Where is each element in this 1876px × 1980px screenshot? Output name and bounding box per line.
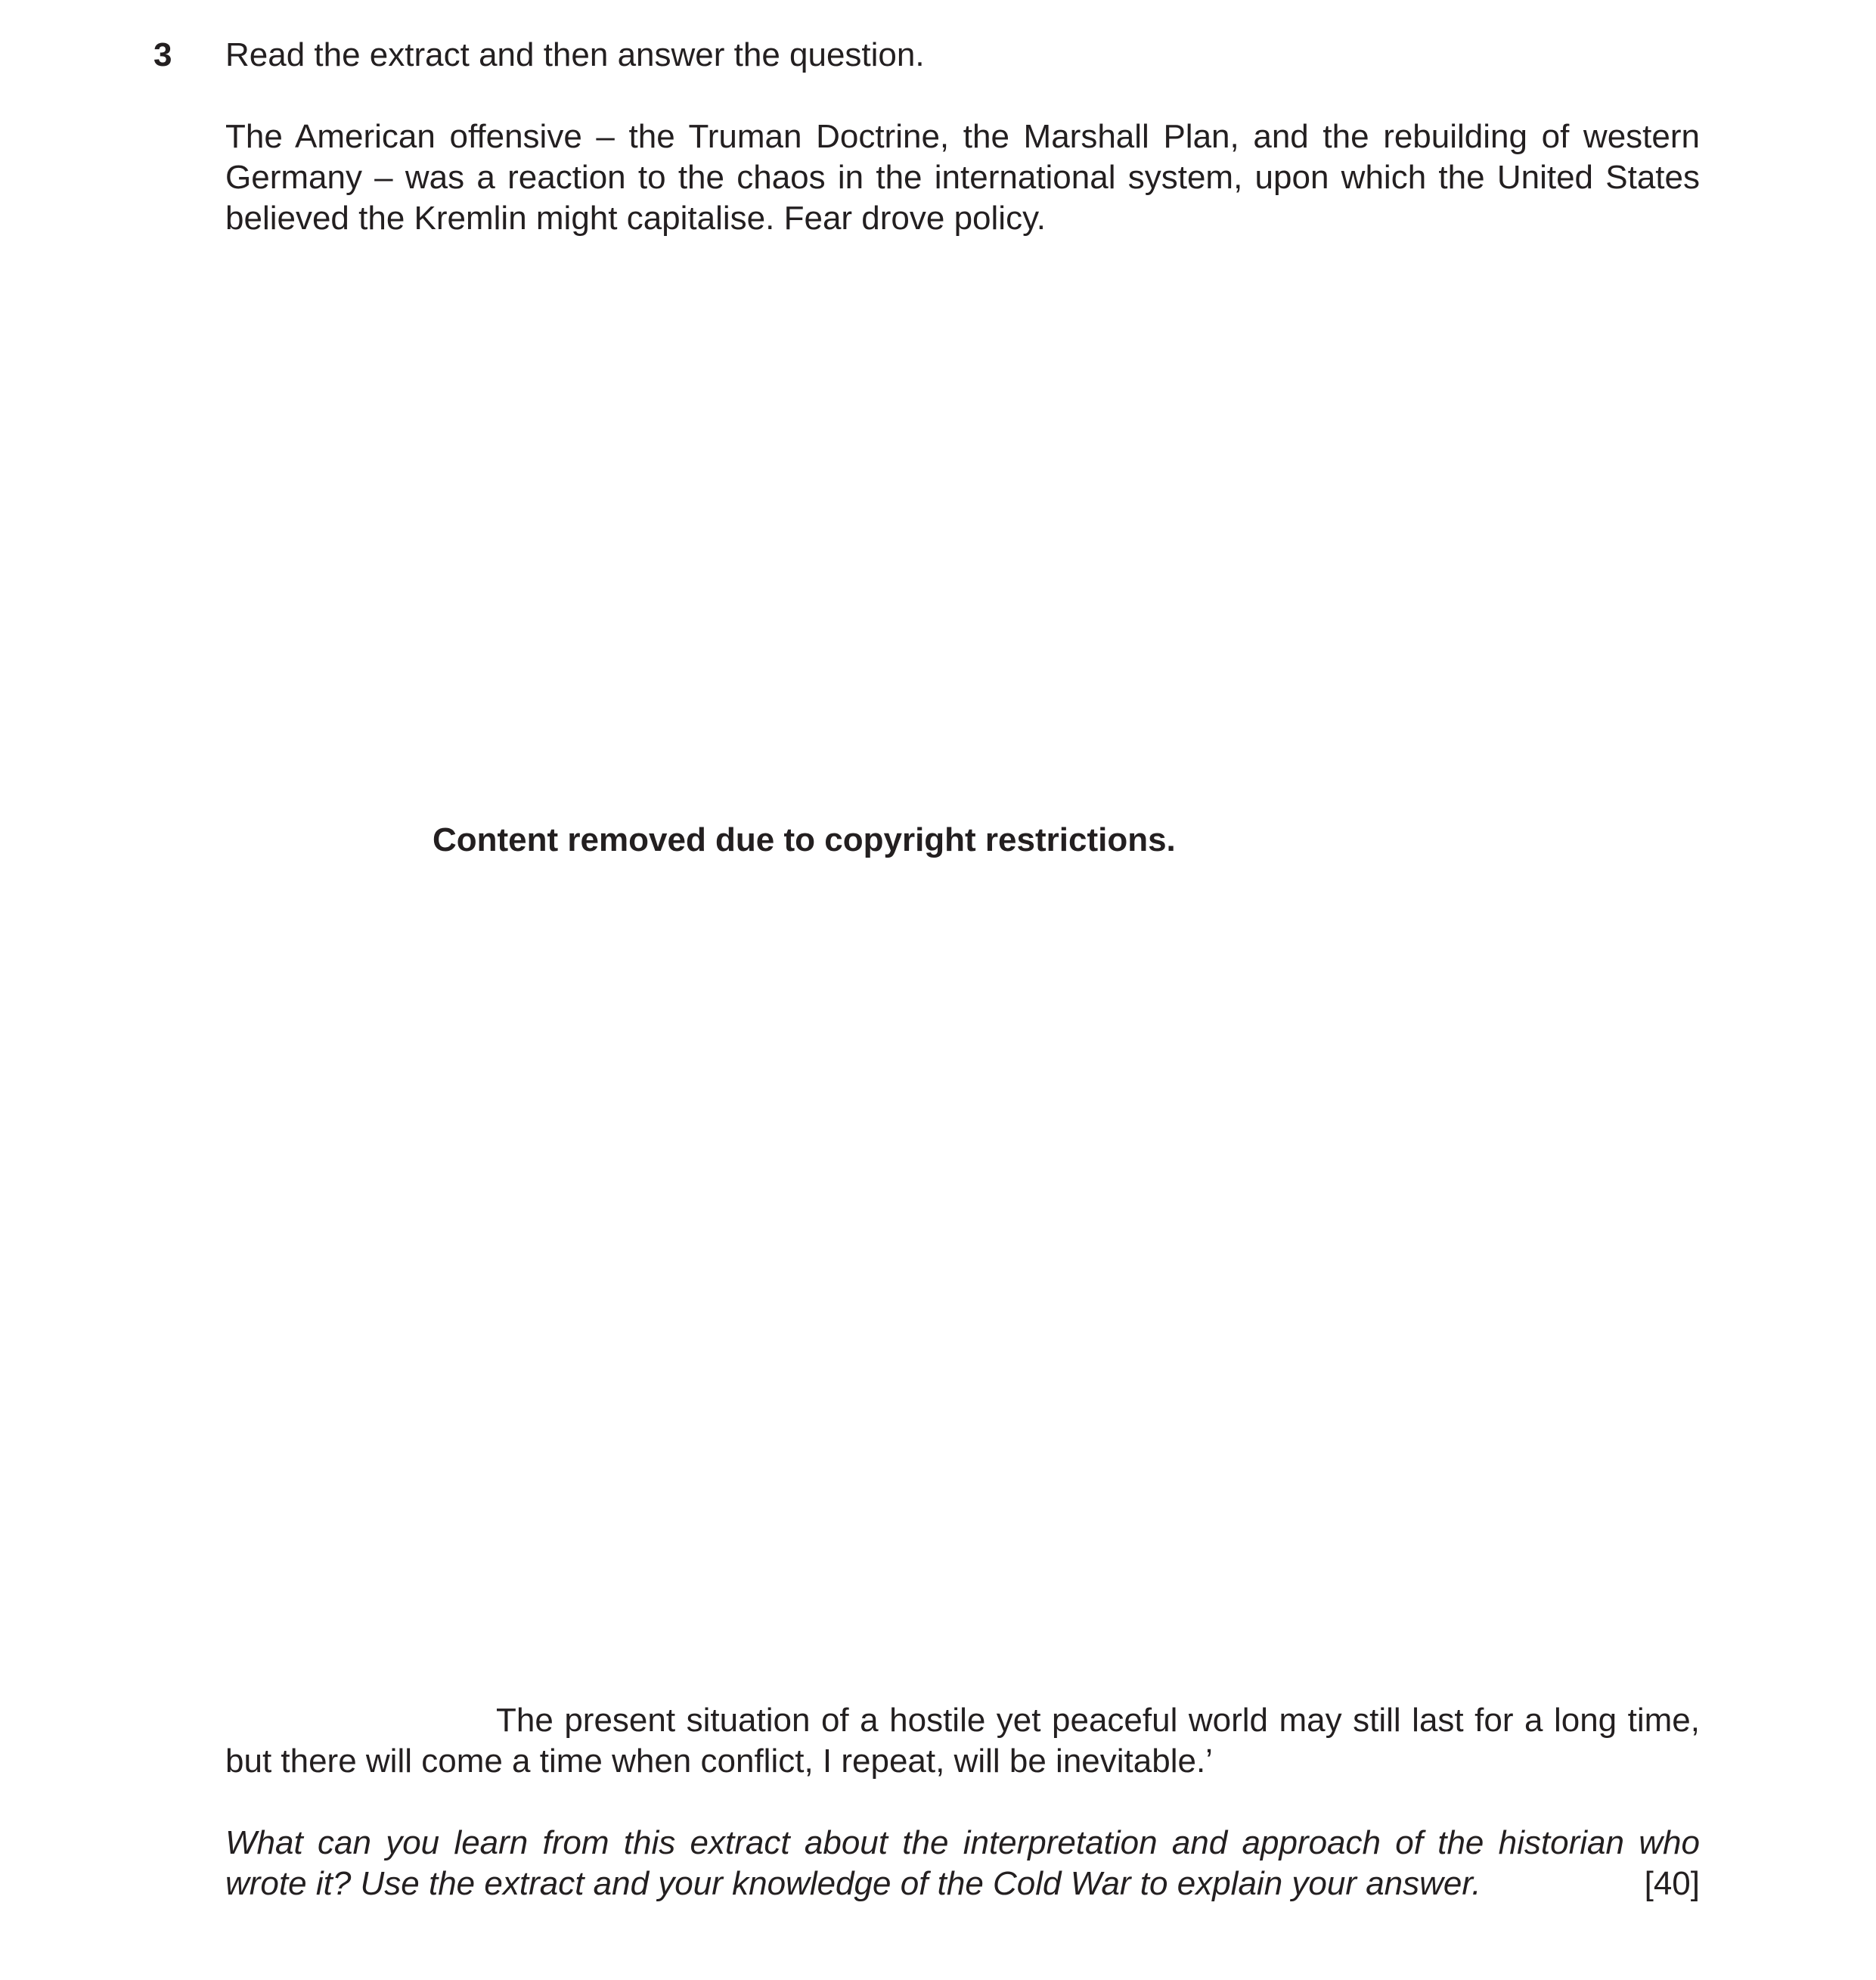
extract-closing-paragraph: The present situation of a hostile yet peaceful world may still last for a long time, but there will come a time when conflict, I repeat, will be inevitable.’ xyxy=(225,1702,1700,1780)
question-prompt-block xyxy=(225,1823,1700,1904)
question-prompt: What can you learn from this extract about the interpretation and approach of the historian who wrote it? Use the extract and your knowledge of the Cold War to explain your answer. xyxy=(225,1824,1700,1902)
marks-allocation: [40] xyxy=(1644,1865,1700,1902)
extract-opening-paragraph: The American offensive – the Truman Doctrine, the Marshall Plan, and the rebuilding of western Germany – was a reaction to the chaos in the international system, upon which the United States believed the Kremlin might capitalise. Fear drove policy. xyxy=(225,118,1700,237)
question-number: 3 xyxy=(153,36,172,73)
copyright-removed-notice: Content removed due to copyright restrictions. xyxy=(433,821,1176,858)
question-instruction: Read the extract and then answer the question. xyxy=(225,36,925,73)
